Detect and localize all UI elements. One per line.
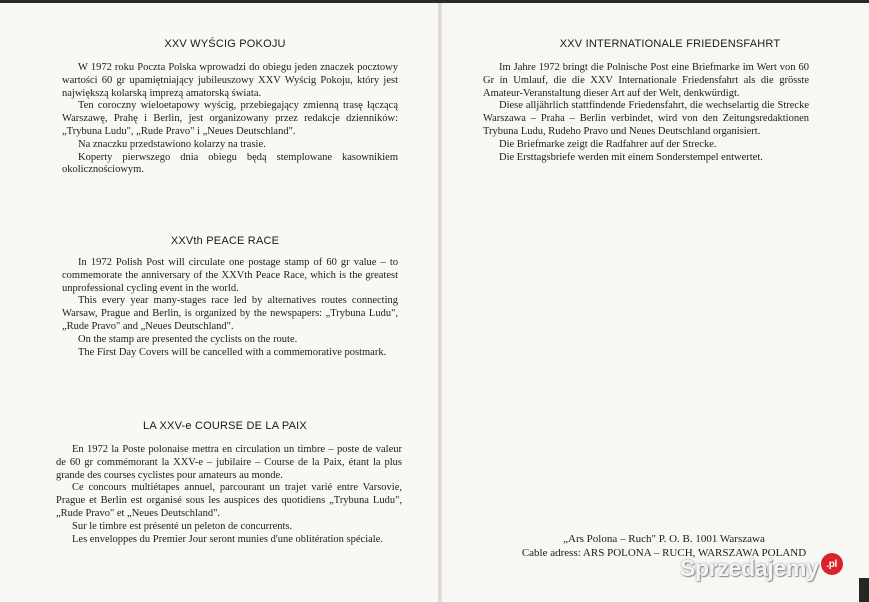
german-paragraph-4: Die Ersttagsbriefe werden mit einem Sonderstempel entwertet. [499,151,763,163]
scan-corner [859,578,869,602]
english-heading: XXVth PEACE RACE [170,235,280,247]
english-paragraph-2: This every year many-stages race led by alternatives routes connecting Warsaw, Prague and Berlin, is organized by the newspapers: „Trybuna Ludu", „Rude Pravo" and „Neues Deutschland". [62,295,398,332]
english-text [62,257,398,359]
address-line-2: Cable adress: ARS POLONA – RUCH, WARSZAWA POLAND [521,547,807,559]
english-paragraph-3: On the stamp are presented the cyclists on the route. [78,333,298,345]
watermark-text: Sprzedajemy [680,554,819,581]
address-line-1: „Ars Polona – Ruch" P. O. B. 1001 Warszawa [563,533,765,545]
scan-top-edge [0,0,869,3]
german-heading: XXV INTERNATIONALE FRIEDENSFAHRT [559,38,781,50]
polish-text [62,62,398,177]
german-paragraph-1: Im Jahre 1972 bringt die Polnische Post eine Briefmarke im Wert von 60 Gr in Umlauf, die die XXV Internationale Friedensfahrt als die grösste Amateur-Veranstaltung dieser Art auf der Welt, denkwürdigt. [483,62,809,99]
french-paragraph-1: En 1972 la Poste polonaise mettra en circulation un timbre – poste de valeur de 60 gr commémorant la XXV-e – jubilaire – Course de la Paix, étant la plus grande des courses cyclistes pour amateurs au monde. [56,444,402,481]
polish-paragraph-3: Na znaczku przedstawiono kolarzy na trasie. [78,138,266,150]
french-paragraph-3: Sur le timbre est présenté un peleton de concurrents. [72,520,293,532]
french-heading: LA XXV-e COURSE DE LA PAIX [143,420,307,432]
polish-paragraph-4: Koperty pierwszego dnia obiegu będą stemplowane kasownikiem okolicznościowym. [62,151,398,176]
sprzedajemy-watermark [680,548,860,588]
polish-paragraph-1: W 1972 roku Poczta Polska wprowadzi do obiegu jeden znaczek pocztowy wartości 60 gr upamiętniający jubileuszowy XXV Wyścig Pokoju, który jest największą kolarską imprezą amatorską świata. [62,62,398,99]
polish-heading: XXV WYŚCIG POKOJU [164,38,286,50]
english-paragraph-1: In 1972 Polish Post will circulate one postage stamp of 60 gr value – to commemorate the anniversary of the XXVth Peace Race, which is the greatest unprofessional cycling event in the world. [62,257,398,294]
french-paragraph-2: Ce concours multiétapes annuel, parcourant un trajet varié entre Varsovie, Prague et Berlin est organisé sous les auspices des quotidiens „Trybuna Ludu", „Rude Pravo" et „Neues Deutschland". [56,482,402,519]
german-paragraph-2: Diese alljährlich stattfindende Friedensfahrt, die wechselartig die Strecke Warszawa – Praha – Berlin verbindet, wird von den Zeitungsredaktionen Trybuna Ludu, Rudeho Pravo und Neues Deutschland organisiert. [483,100,809,137]
french-text [56,444,402,546]
english-paragraph-4: The First Day Covers will be cancelled with a commemorative postmark. [78,346,387,358]
polish-paragraph-2: Ten coroczny wieloetapowy wyścig, przebiegający zmienną trasę łączącą Warszawę, Prahę i Berlin, jest organizowany przez redakcje dzienników: „Trybuna Ludu", „Rude Pravo" i „Neues Deutschland". [62,100,398,137]
german-paragraph-3: Die Briefmarke zeigt die Radfahrer auf der Strecke. [499,138,717,150]
german-text [483,62,809,164]
watermark-badge: .pl [821,553,843,575]
french-paragraph-4: Les enveloppes du Premier Jour seront munies d'une oblitération spéciale. [72,533,383,545]
page-fold [438,0,442,602]
